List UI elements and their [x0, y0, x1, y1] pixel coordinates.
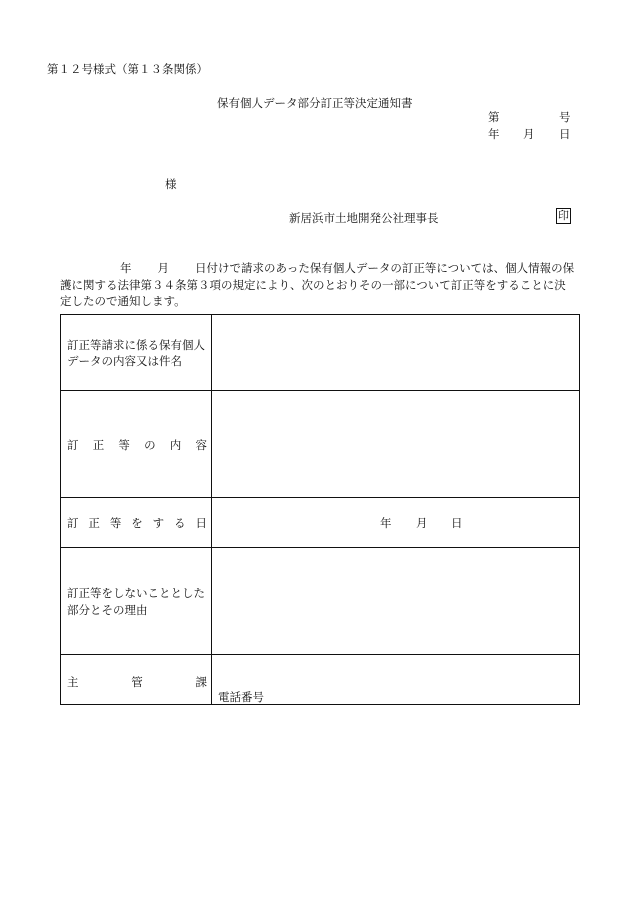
department-label-char: 課: [195, 675, 207, 689]
table-row-department: [61, 654, 579, 705]
department-label-char: 主: [67, 675, 79, 689]
correction-content-label-char: 等: [118, 438, 130, 452]
body-line-3: 定したので通知します。: [60, 294, 186, 308]
correction-date-label-char: 正: [88, 516, 100, 530]
table-row-not-corrected: [61, 547, 579, 655]
table-row-correction-content: [61, 390, 579, 498]
table-row-correction-date: [61, 497, 579, 548]
correction-content-label-char: の: [144, 438, 156, 452]
correction-date-label-char: す: [152, 516, 165, 530]
body-line-1-text: 日付けで請求のあった保有個人データの訂正等については、個人情報の保: [195, 261, 575, 275]
correction-content-label-char: 正: [92, 438, 105, 452]
department-label-char: 管: [131, 675, 143, 689]
table-row-request-subject: [61, 315, 579, 390]
correction-date-year: 年: [380, 516, 392, 530]
date-day-label: 日: [559, 127, 571, 141]
correction-date-label-char: る: [174, 516, 186, 530]
correction-date-label-char: を: [131, 516, 143, 530]
reference-number-suffix: 号: [559, 110, 571, 124]
correction-content-label-char: 容: [195, 438, 207, 452]
department-label: [67, 674, 207, 690]
issuer-name: 新居浜市土地開発公社理事長: [289, 211, 439, 225]
reference-number-prefix: 第: [488, 110, 500, 124]
correction-date-label-char: 日: [195, 516, 207, 530]
phone-number-label: 電話番号: [218, 690, 264, 704]
form-number: 第１２号様式（第１３条関係）: [47, 62, 208, 76]
date-month-label: 月: [523, 127, 535, 141]
decision-table: [60, 314, 580, 705]
correction-content-label: [67, 437, 207, 453]
correction-date-day: 日: [451, 516, 463, 530]
seal-mark: 印: [558, 209, 569, 222]
not-corrected-label-2: 部分とその理由: [67, 603, 148, 617]
correction-date-label-char: 等: [109, 516, 122, 530]
correction-content-label-char: 訂: [67, 438, 79, 452]
request-subject-label-2: データの内容又は件名: [67, 354, 182, 368]
notice-body: [60, 260, 588, 310]
correction-content-label-char: 内: [169, 438, 182, 452]
correction-date-label-char: 訂: [67, 516, 79, 530]
body-line-2: 護に関する法律第３４条第３項の規定により、次のとおりその一部について訂正等をすることに決: [60, 277, 566, 292]
request-subject-label-1: 訂正等請求に係る保有個人: [67, 338, 205, 352]
recipient-honorific: 様: [165, 177, 177, 191]
body-month-label: 月: [157, 261, 169, 275]
table-column-divider: [211, 315, 212, 704]
document-title: 保有個人データ部分訂正等決定通知書: [217, 96, 413, 110]
correction-date-month: 月: [416, 516, 428, 530]
body-line-1: [60, 260, 588, 277]
not-corrected-label-1: 訂正等をしないこととした: [67, 586, 205, 600]
body-year-label: 年: [120, 261, 132, 275]
date-year-label: 年: [488, 127, 500, 141]
correction-date-label: [67, 515, 207, 531]
